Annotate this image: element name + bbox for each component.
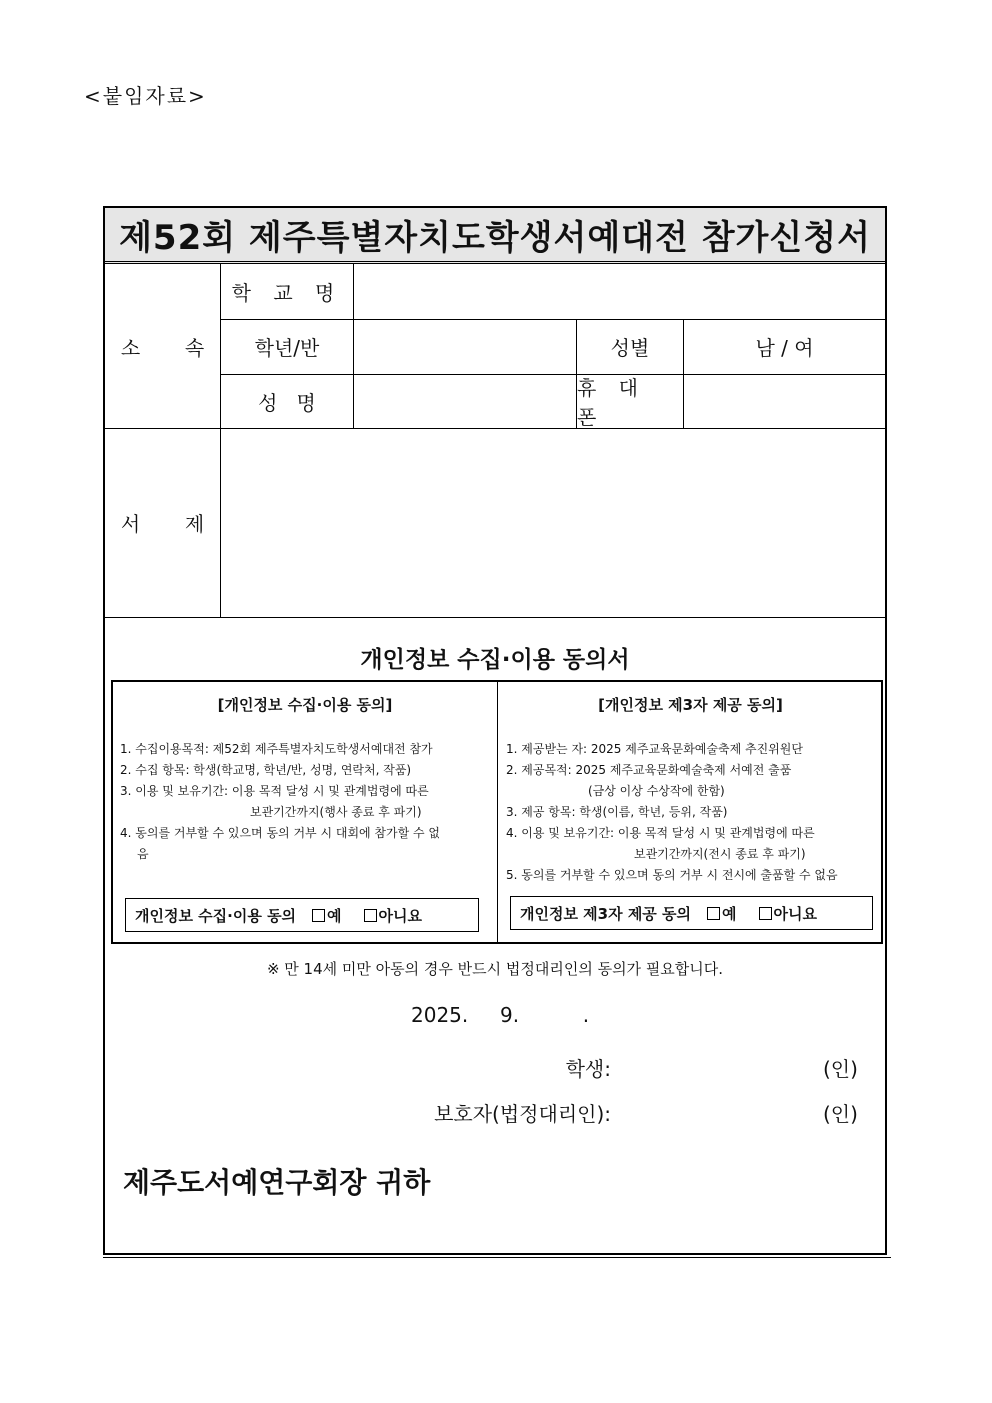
application-date: 2025. 9. . [411, 1003, 590, 1027]
list-item: 보관기간까지(전시 종료 후 파기) [634, 847, 806, 861]
list-item: 1. 제공받는 자: 2025 제주교육문화예술축제 추진위원단 [506, 742, 803, 756]
school-name-field[interactable] [354, 264, 885, 319]
third-party-yes-label: 예 [722, 904, 737, 923]
consent-yes-label: 예 [327, 906, 342, 925]
collection-consent-checkbox-row [125, 898, 479, 932]
list-item: 1. 수집이용목적: 제52회 제주특별자치도학생서예대전 참가 [120, 742, 433, 756]
list-item: 5. 동의를 거부할 수 있으며 동의 거부 시 전시에 출품할 수 없음 [506, 868, 838, 882]
consent-no-checkbox[interactable] [364, 909, 377, 922]
list-item: 2. 제공목적: 2025 제주교육문화예술축제 서예전 출품 [506, 763, 792, 777]
grade-class-label: 학년/반 [254, 336, 320, 360]
phone-label: 휴 대 폰 [577, 376, 646, 429]
guardian-signature-field[interactable] [620, 1093, 810, 1125]
affiliation-label: 소 속 [120, 335, 205, 360]
consent-yes-checkbox[interactable] [312, 909, 325, 922]
list-item: 보관기간까지(행사 종료 후 파기) [250, 805, 422, 819]
school-name-label: 학 교 명 [231, 281, 343, 305]
list-item: 음 [137, 847, 149, 861]
addressee: 제주도서예연구회장 귀하 [123, 1166, 431, 1199]
third-party-yes-checkbox[interactable] [707, 907, 720, 920]
attachment-label: <붙임자료> [84, 84, 207, 108]
third-party-consent-checkbox-row [510, 896, 873, 930]
subject-label: 서 제 [120, 512, 205, 536]
list-item: 3. 이용 및 보유기간: 이용 목적 달성 시 및 관계법령에 따른 [120, 784, 429, 798]
consent-title: 개인정보 수집·이용 동의서 [360, 647, 630, 673]
third-party-consent-label: 개인정보 제3자 제공 동의 [520, 904, 692, 923]
third-party-consent-heading: [개인정보 제3자 제공 동의] [598, 696, 783, 714]
consent-no-label: 아니요 [378, 906, 423, 925]
consent-divider [497, 682, 498, 942]
bottom-rule [103, 1257, 891, 1258]
third-party-no-checkbox[interactable] [759, 907, 772, 920]
third-party-consent-items [506, 739, 878, 886]
student-signature-label: 학생: [565, 1057, 611, 1081]
grid-line [105, 617, 885, 618]
guardian-signature-label: 보호자(법정대리인): [434, 1102, 611, 1126]
application-form [103, 206, 887, 1255]
grade-class-field[interactable] [354, 319, 576, 374]
student-seal-mark: (인) [823, 1057, 858, 1081]
guardian-consent-note: ※ 만 14세 미만 아동의 경우 반드시 법정대리인의 동의가 필요합니다. [266, 960, 724, 978]
gender-value: 남 / 여 [755, 336, 814, 360]
list-item: 4. 이용 및 보유기간: 이용 목적 달성 시 및 관계법령에 따른 [506, 826, 815, 840]
collection-consent-heading: [개인정보 수집·이용 동의] [217, 696, 393, 714]
guardian-seal-mark: (인) [823, 1102, 858, 1126]
consent-box [111, 680, 883, 944]
list-item: 4. 동의를 거부할 수 있으며 동의 거부 시 대회에 참가할 수 없 [120, 826, 441, 840]
third-party-no-label: 아니요 [773, 904, 817, 923]
gender-label: 성별 [610, 336, 650, 360]
student-signature-field[interactable] [620, 1048, 810, 1080]
name-label: 성 명 [258, 390, 316, 415]
phone-field[interactable] [684, 374, 885, 428]
collection-consent-label: 개인정보 수집·이용 동의 [135, 906, 297, 925]
list-item: 2. 수집 항목: 학생(학교명, 학년/반, 성명, 연락처, 작품) [120, 763, 412, 777]
form-title-bar [105, 208, 885, 264]
collection-consent-items [120, 739, 492, 865]
list-item: (금상 이상 수상작에 한함) [588, 784, 725, 798]
list-item: 3. 제공 항목: 학생(이름, 학년, 등위, 작품) [506, 805, 728, 819]
form-title: 제52회 제주특별자치도학생서예대전 참가신청서 [119, 218, 871, 258]
subject-field[interactable] [221, 429, 885, 617]
name-field[interactable] [354, 374, 576, 428]
